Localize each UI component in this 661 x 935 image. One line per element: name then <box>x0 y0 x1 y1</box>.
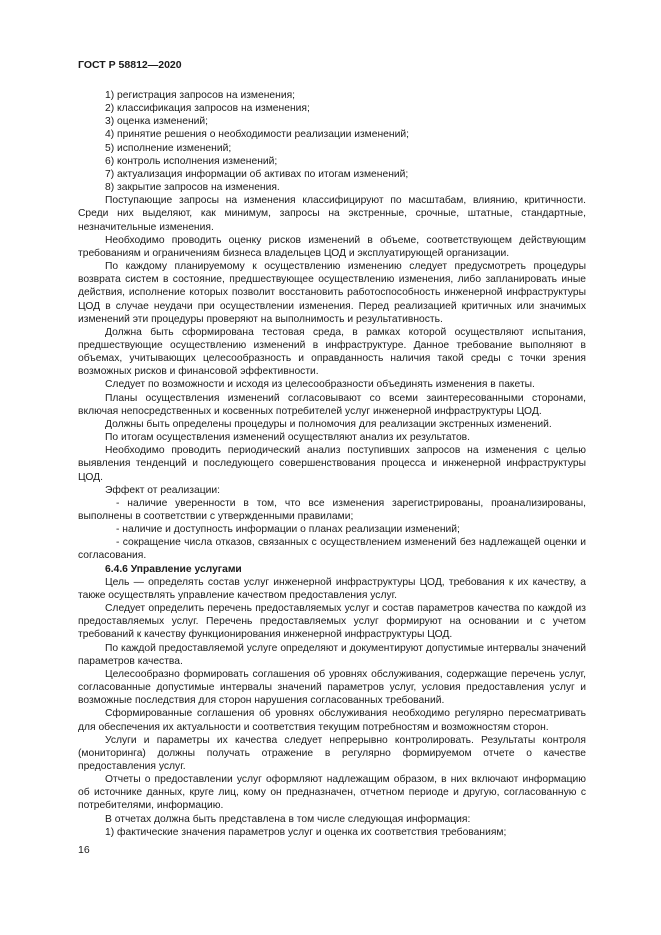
dash-item: - сокращение числа отказов, связанных с осуществлением изменений без надлежащей оценки и согласования. <box>78 537 586 562</box>
paragraph: Сформированные соглашения об уровнях обслуживания необходимо регулярно пересматривать для обеспечения их актуальности и соответствия текущим потребностям и возможностям сторон. <box>78 708 586 733</box>
list-item: 4) принятие решения о необходимости реализации изменений; <box>105 129 409 141</box>
paragraph: Цель — определять состав услуг инженерной инфраструктуры ЦОД, требования к их качеству, а также осуществлять управление качеством предоставления услуг. <box>78 576 586 601</box>
paragraph: Необходимо проводить оценку рисков изменений в объеме, соответствующем действующим требованиям и ограничениям бизнеса владельцев ЦОД и эксплуатирующей организации. <box>78 234 586 259</box>
paragraph: Эффект от реализации: <box>105 484 220 496</box>
list-item: 1) фактические значения параметров услуг и оценка их соответствия требованиям; <box>105 826 507 838</box>
list-item: 3) оценка изменений; <box>105 116 208 128</box>
list-item: 1) регистрация запросов на изменения; <box>105 90 296 101</box>
paragraph: Должна быть сформирована тестовая среда, в рамках которой осуществляют испытания, предшествующие осуществлению изменений в инфраструктуре. Данное требование выполняют в объемах, учитывающих целесообразность и оправданность наличия такой среды с точки зрения возможных рисков и финансовой эффективности. <box>78 326 586 378</box>
list-item: 8) закрытие запросов на изменения. <box>105 182 280 194</box>
paragraph: По итогам осуществления изменений осуществляют анализ их результатов. <box>105 432 471 444</box>
page-number: 16 <box>78 844 90 856</box>
paragraph: Следует определить перечень предоставляемых услуг и состав параметров качества по каждой из предоставляемых услуг. Перечень предоставляемых услуг формируют на основании и с учетом требований к качеству функционирования инженерной инфраструктуры ЦОД. <box>78 603 586 641</box>
paragraph: По каждому планируемому к осуществлению изменению следует предусмотреть процедуры возврата систем в состояние, предшествующее осуществлению изменения, либо запланировать иные действия, исполнение которых позволит восстановить работоспособность инженерной инфраструктуры ЦОД в случае неудачи при осуществлении изменения. Перед реализацией критичных или значимых изменений эти процедуры проверяют на выполнимость и результативность. <box>78 261 586 325</box>
paragraph: В отчетах должна быть представлена в том числе следующая информация: <box>105 813 471 825</box>
standard-header: ГОСТ Р 58812—2020 <box>78 59 182 71</box>
document-body <box>78 89 586 839</box>
paragraph: Необходимо проводить периодический анализ поступивших запросов на изменения с целью выявления тенденций и последующего совершенствования процесса и инженерной инфраструктуры ЦОД. <box>78 445 586 483</box>
paragraph: Должны быть определены процедуры и полномочия для реализации экстренных изменений. <box>105 418 552 430</box>
paragraph: Планы осуществления изменений согласовывают со всеми заинтересованными сторонами, включая непосредственных и косвенных потребителей услуг инженерной инфраструктуры ЦОД. <box>78 392 586 417</box>
section-heading: 6.4.6 Управление услугами <box>105 563 242 575</box>
paragraph: Услуги и параметры их качества следует непрерывно контролировать. Результаты контроля (мониторинга) должны получать отражение в регулярно формируемом отчете о качестве предоставления услуг. <box>78 734 586 772</box>
dash-item: - наличие уверенности в том, что все изменения зарегистрированы, проанализированы, выполнены в соответствии с утвержденными правилами; <box>78 497 586 522</box>
list-item: 6) контроль исполнения изменений; <box>105 155 278 167</box>
list-item: 7) актуализация информации об активах по итогам изменений; <box>105 168 409 180</box>
list-item: 5) исполнение изменений; <box>105 142 232 154</box>
list-item: 2) классификация запросов на изменения; <box>105 103 310 115</box>
paragraph: Целесообразно формировать соглашения об уровнях обслуживания, содержащие перечень услуг, согласованные допустимые интервалы значений параметров услуг, условия предоставления услуг и возможные последствия для сторон нарушения согласованных требований. <box>78 668 586 707</box>
paragraph: По каждой предоставляемой услуге определяют и документируют допустимые интервалы значений параметров качества. <box>78 642 586 667</box>
dash-item: - наличие и доступность информации о планах реализации изменений; <box>116 524 460 536</box>
paragraph: Поступающие запросы на изменения классифицируют по масштабам, влиянию, критичности. Среди них выделяют, как минимум, запросы на экстренные, срочные, штатные, стандартные, незначительные изменения. <box>78 195 586 233</box>
paragraph: Следует по возможности и исходя из целесообразности объединять изменения в пакеты. <box>105 379 535 391</box>
paragraph: Отчеты о предоставлении услуг оформляют надлежащим образом, в них включают информацию об источнике данных, круге лиц, кому он предназначен, отчетном периоде и другую, согласованную с потребителями, информацию. <box>78 774 586 812</box>
